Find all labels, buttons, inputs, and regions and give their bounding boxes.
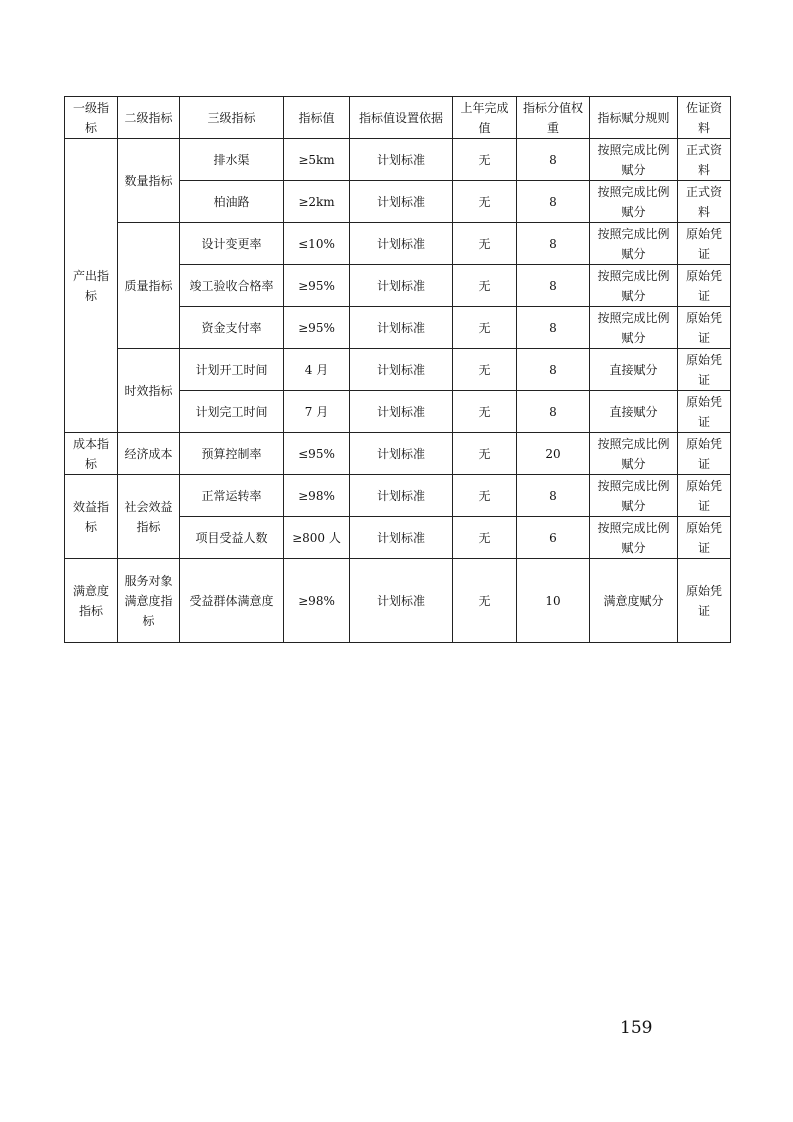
indicator-name-cell: 正常运转率: [180, 475, 284, 517]
header-evidence: 佐证资料: [678, 97, 731, 139]
indicator-name-cell: 柏油路: [180, 181, 284, 223]
evidence-cell: 原始凭证: [678, 265, 731, 307]
basis-cell: 计划标准: [350, 475, 453, 517]
weight-cell: 8: [517, 349, 590, 391]
indicator-value-cell: ≥800 人: [284, 517, 350, 559]
header-rule: 指标赋分规则: [590, 97, 678, 139]
evidence-cell: 原始凭证: [678, 391, 731, 433]
last-year-cell: 无: [453, 307, 517, 349]
indicator-name-cell: 设计变更率: [180, 223, 284, 265]
last-year-cell: 无: [453, 223, 517, 265]
indicator-value-cell: ≥5km: [284, 139, 350, 181]
indicator-value-cell: 7 月: [284, 391, 350, 433]
indicator-value-cell: ≤95%: [284, 433, 350, 475]
indicator-value-cell: ≤10%: [284, 223, 350, 265]
basis-cell: 计划标准: [350, 181, 453, 223]
rule-cell: 按照完成比例赋分: [590, 307, 678, 349]
rule-cell: 按照完成比例赋分: [590, 517, 678, 559]
last-year-cell: 无: [453, 181, 517, 223]
table-row: [65, 139, 731, 181]
indicator-name-cell: 计划开工时间: [180, 349, 284, 391]
last-year-cell: 无: [453, 433, 517, 475]
last-year-cell: 无: [453, 517, 517, 559]
last-year-cell: 无: [453, 265, 517, 307]
evidence-cell: 原始凭证: [678, 433, 731, 475]
basis-cell: 计划标准: [350, 139, 453, 181]
evidence-cell: 正式资料: [678, 181, 731, 223]
header-row: [65, 97, 731, 139]
indicator-value-cell: ≥98%: [284, 559, 350, 643]
rule-cell: 按照完成比例赋分: [590, 139, 678, 181]
indicator-name-cell: 资金支付率: [180, 307, 284, 349]
evidence-cell: 原始凭证: [678, 307, 731, 349]
indicator-name-cell: 项目受益人数: [180, 517, 284, 559]
rule-cell: 按照完成比例赋分: [590, 181, 678, 223]
header-last-year: 上年完成值: [453, 97, 517, 139]
weight-cell: 8: [517, 391, 590, 433]
rule-cell: 满意度赋分: [590, 559, 678, 643]
indicator-name-cell: 竣工验收合格率: [180, 265, 284, 307]
basis-cell: 计划标准: [350, 307, 453, 349]
weight-cell: 10: [517, 559, 590, 643]
indicator-value-cell: ≥2km: [284, 181, 350, 223]
indicator-name-cell: 受益群体满意度: [180, 559, 284, 643]
table-row: [65, 559, 731, 643]
header-level3: 三级指标: [180, 97, 284, 139]
table-row: [65, 433, 731, 475]
basis-cell: 计划标准: [350, 223, 453, 265]
last-year-cell: 无: [453, 475, 517, 517]
header-value: 指标值: [284, 97, 350, 139]
table-row: [65, 223, 731, 265]
basis-cell: 计划标准: [350, 517, 453, 559]
indicator-name-cell: 预算控制率: [180, 433, 284, 475]
indicator-value-cell: ≥98%: [284, 475, 350, 517]
header-level1: 一级指标: [65, 97, 118, 139]
weight-cell: 8: [517, 475, 590, 517]
level2-timeliness: 时效指标: [118, 349, 180, 433]
header-weight: 指标分值权重: [517, 97, 590, 139]
weight-cell: 8: [517, 265, 590, 307]
basis-cell: 计划标准: [350, 433, 453, 475]
table-row: [65, 349, 731, 391]
weight-cell: 6: [517, 517, 590, 559]
indicator-value-cell: 4 月: [284, 349, 350, 391]
level1-output: 产出指标: [65, 139, 118, 433]
indicator-value-cell: ≥95%: [284, 265, 350, 307]
basis-cell: 计划标准: [350, 559, 453, 643]
rule-cell: 直接赋分: [590, 349, 678, 391]
evidence-cell: 原始凭证: [678, 475, 731, 517]
rule-cell: 直接赋分: [590, 391, 678, 433]
level2-service-satisfaction: 服务对象满意度指标: [118, 559, 180, 643]
level1-satisfaction: 满意度指标: [65, 559, 118, 643]
evidence-cell: 正式资料: [678, 139, 731, 181]
evidence-cell: 原始凭证: [678, 559, 731, 643]
weight-cell: 8: [517, 139, 590, 181]
rule-cell: 按照完成比例赋分: [590, 433, 678, 475]
weight-cell: 8: [517, 307, 590, 349]
last-year-cell: 无: [453, 391, 517, 433]
rule-cell: 按照完成比例赋分: [590, 475, 678, 517]
level1-cost: 成本指标: [65, 433, 118, 475]
basis-cell: 计划标准: [350, 349, 453, 391]
basis-cell: 计划标准: [350, 265, 453, 307]
evidence-cell: 原始凭证: [678, 349, 731, 391]
indicator-name-cell: 排水渠: [180, 139, 284, 181]
level2-social-benefit: 社会效益指标: [118, 475, 180, 559]
page-number: 159: [620, 1018, 653, 1038]
header-basis: 指标值设置依据: [350, 97, 453, 139]
last-year-cell: 无: [453, 349, 517, 391]
header-level2: 二级指标: [118, 97, 180, 139]
evidence-cell: 原始凭证: [678, 517, 731, 559]
rule-cell: 按照完成比例赋分: [590, 223, 678, 265]
level2-quality: 质量指标: [118, 223, 180, 349]
weight-cell: 20: [517, 433, 590, 475]
level1-benefit: 效益指标: [65, 475, 118, 559]
indicator-value-cell: ≥95%: [284, 307, 350, 349]
performance-indicator-table: [64, 96, 731, 643]
evidence-cell: 原始凭证: [678, 223, 731, 265]
level2-quantity: 数量指标: [118, 139, 180, 223]
basis-cell: 计划标准: [350, 391, 453, 433]
table-row: [65, 475, 731, 517]
rule-cell: 按照完成比例赋分: [590, 265, 678, 307]
level2-economic-cost: 经济成本: [118, 433, 180, 475]
last-year-cell: 无: [453, 559, 517, 643]
table-body: [65, 97, 731, 643]
weight-cell: 8: [517, 181, 590, 223]
last-year-cell: 无: [453, 139, 517, 181]
weight-cell: 8: [517, 223, 590, 265]
indicator-name-cell: 计划完工时间: [180, 391, 284, 433]
